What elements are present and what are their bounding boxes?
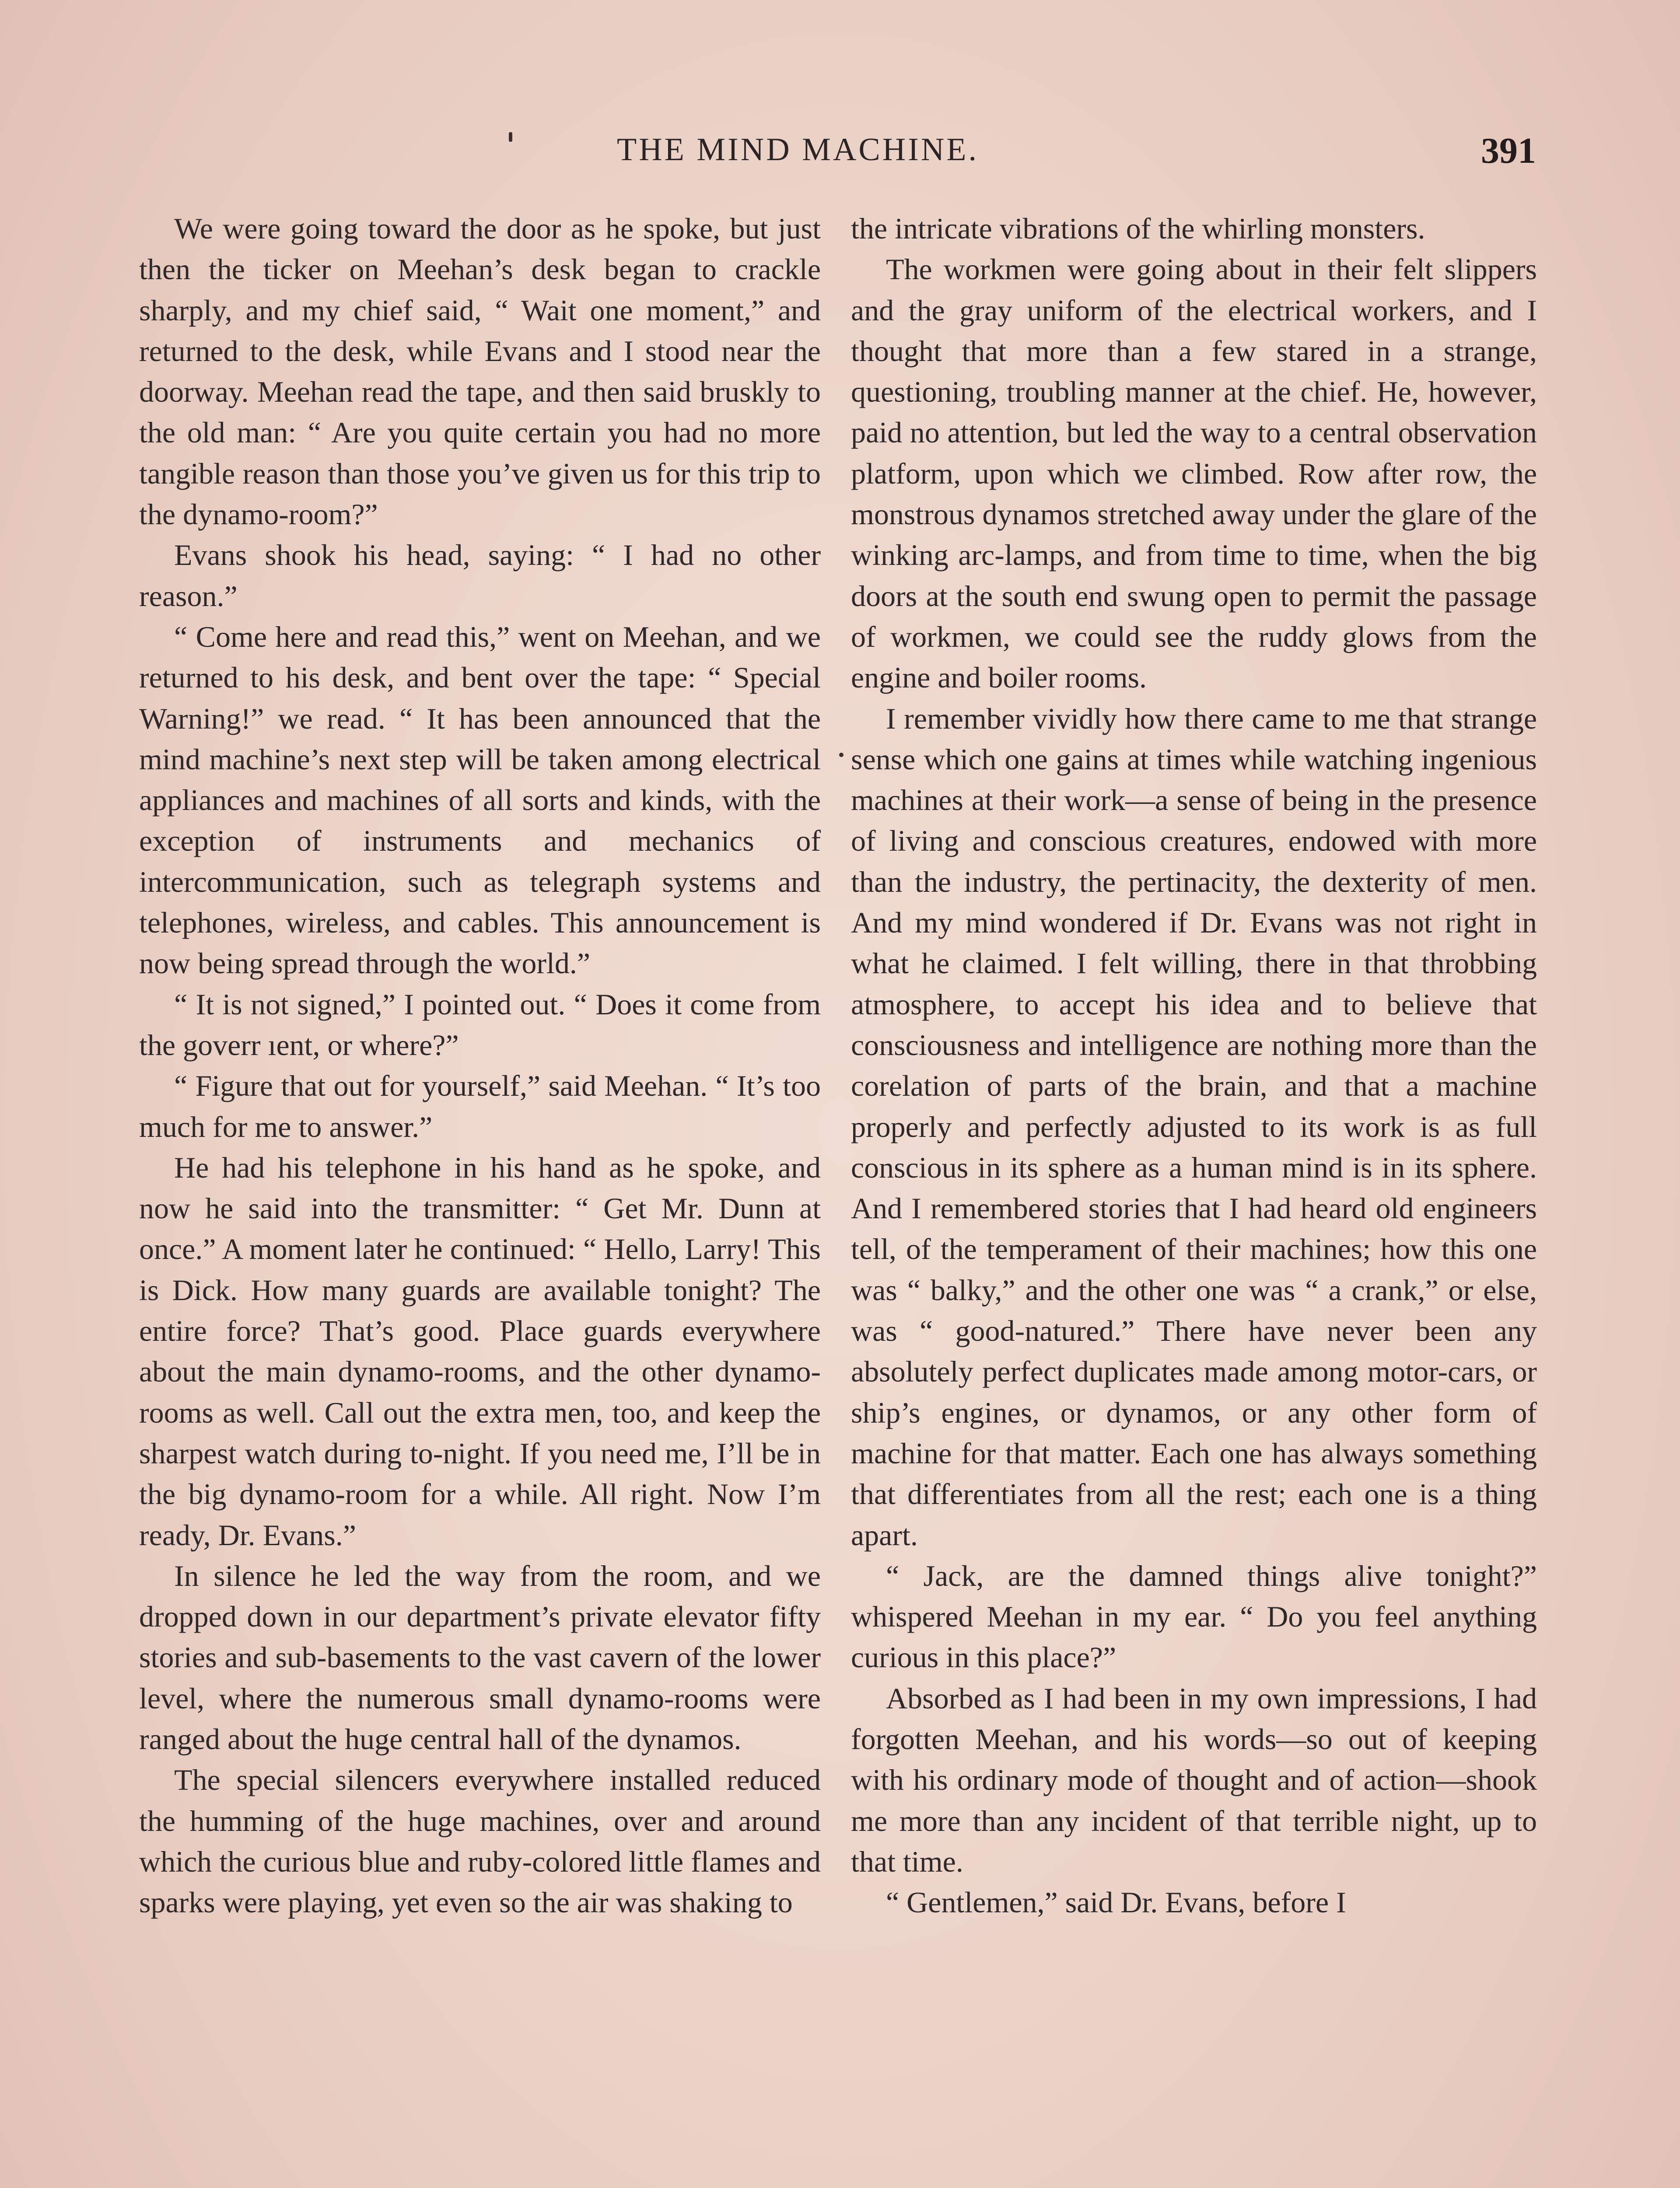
right-column: [851, 208, 1537, 1923]
paragraph: “ Figure that out for yourself,” said Meehan. “ It’s too much for me to answer.”: [139, 1069, 821, 1143]
paragraph: I remember vividly how there came to me that strange sense which one gains at times while watching ingenious machines at their work—a sense of being in the presence of living and conscious creatures, endowed with more than the industry, the pertinacity, the dexterity of men. And my mind wondered if Dr. Evans was not right in what he claimed. I felt willing, there in that throbbing atmosphere, to accept his idea and to believe that consciousness and intelligence are nothing more than the corelation of parts of the brain, and that a machine properly and perfectly adjusted to its work is as full conscious in its sphere as a human mind is in its sphere. And I remembered stories that I had heard old engineers tell, of the temperament of their machines; how this one was “ balky,” and the other one was “ a crank,” or else, was “ good-natured.” There have never been any absolutely perfect duplicates made among motor-cars, or ship’s engines, or dynamos, or any other form of machine for that matter. Each one has always something that differentiates from all the rest; each one is a thing apart.: [851, 701, 1537, 1552]
page-header: [0, 131, 1680, 179]
paragraph: Evans shook his head, saying: “ I had no other reason.”: [139, 538, 821, 613]
paragraph: “ It is not signed,” I pointed out. “ Does it come from the goverr ıent, or where?”: [139, 987, 821, 1062]
page-number: 391: [1481, 130, 1536, 171]
paragraph: “ Jack, are the damned things alive tonight?” whispered Meehan in my ear. “ Do you feel anything curious in this place?”: [851, 1559, 1537, 1674]
paragraph: “ Come here and read this,” went on Meehan, and we returned to his desk, and bent over the tape: “ Special Warning!” we read. “ It has been announced that the mind machine’s next step will be taken among electrical appliances and machines of all sorts and kinds, with the exception of instruments and mechanics of intercommunication, such as telegraph systems and telephones, wireless, and cables. This announcement is now being spread through the world.”: [139, 620, 821, 980]
paragraph: He had his telephone in his hand as he spoke, and now he said into the transmitter: “ Get Mr. Dunn at once.” A moment later he continued: “ Hello, Larry! This is Dick. How many guards are available tonight? The entire force? That’s good. Place guards everywhere about the main dynamo-rooms, and the other dynamo-rooms as well. Call out the extra men, too, and keep the sharpest watch during to-night. If you need me, I’ll be in the big dynamo-room for a while. All right. Now I’m ready, Dr. Evans.”: [139, 1150, 821, 1552]
paragraph-continued: the intricate vibrations of the whirling monsters.: [851, 212, 1425, 245]
paragraph: “ Gentlemen,” said Dr. Evans, before I: [886, 1886, 1346, 1919]
left-column: [139, 208, 821, 1923]
paragraph: We were going toward the door as he spoke, but just then the ticker on Meehan’s desk began to crackle sharply, and my chief said, “ Wait one moment,” and returned to the desk, while Evans and I stood near the doorway. Meehan read the tape, and then said bruskly to the old man: “ Are you quite certain you had no more tangible reason than those you’ve given us for this trip to the dynamo-room?”: [139, 212, 821, 531]
paragraph: The special silencers everywhere installed reduced the humming of the huge machines, over and around which the curious blue and ruby-colored little flames and sparks were playing, yet even so the air was shaking to: [139, 1763, 821, 1919]
ink-speck: [839, 753, 844, 757]
paragraph: Absorbed as I had been in my own impressions, I had forgotten Meehan, and his words—so out of keeping with his ordinary mode of thought and of action—shook me more than any incident of that terrible night, up to that time.: [851, 1681, 1537, 1878]
running-title: THE MIND MACHINE.: [617, 132, 979, 168]
paragraph: In silence he led the way from the room, and we dropped down in our department’s private elevator fifty stories and sub-basements to the vast cavern of the lower level, where the numerous small dynamo-rooms were ranged about the huge central hall of the dynamos.: [139, 1559, 821, 1756]
paragraph: The workmen were going about in their felt slippers and the gray uniform of the electrical workers, and I thought that more than a few stared in a strange, questioning, troubling manner at the chief. He, however, paid no attention, but led the way to a central observation platform, upon which we climbed. Row after row, the monstrous dynamos stretched away under the glare of the winking arc-lamps, and from time to time, when the big doors at the south end swung open to permit the passage of workmen, we could see the ruddy glows from the engine and boiler rooms.: [851, 252, 1537, 694]
ink-speck: [509, 132, 512, 142]
